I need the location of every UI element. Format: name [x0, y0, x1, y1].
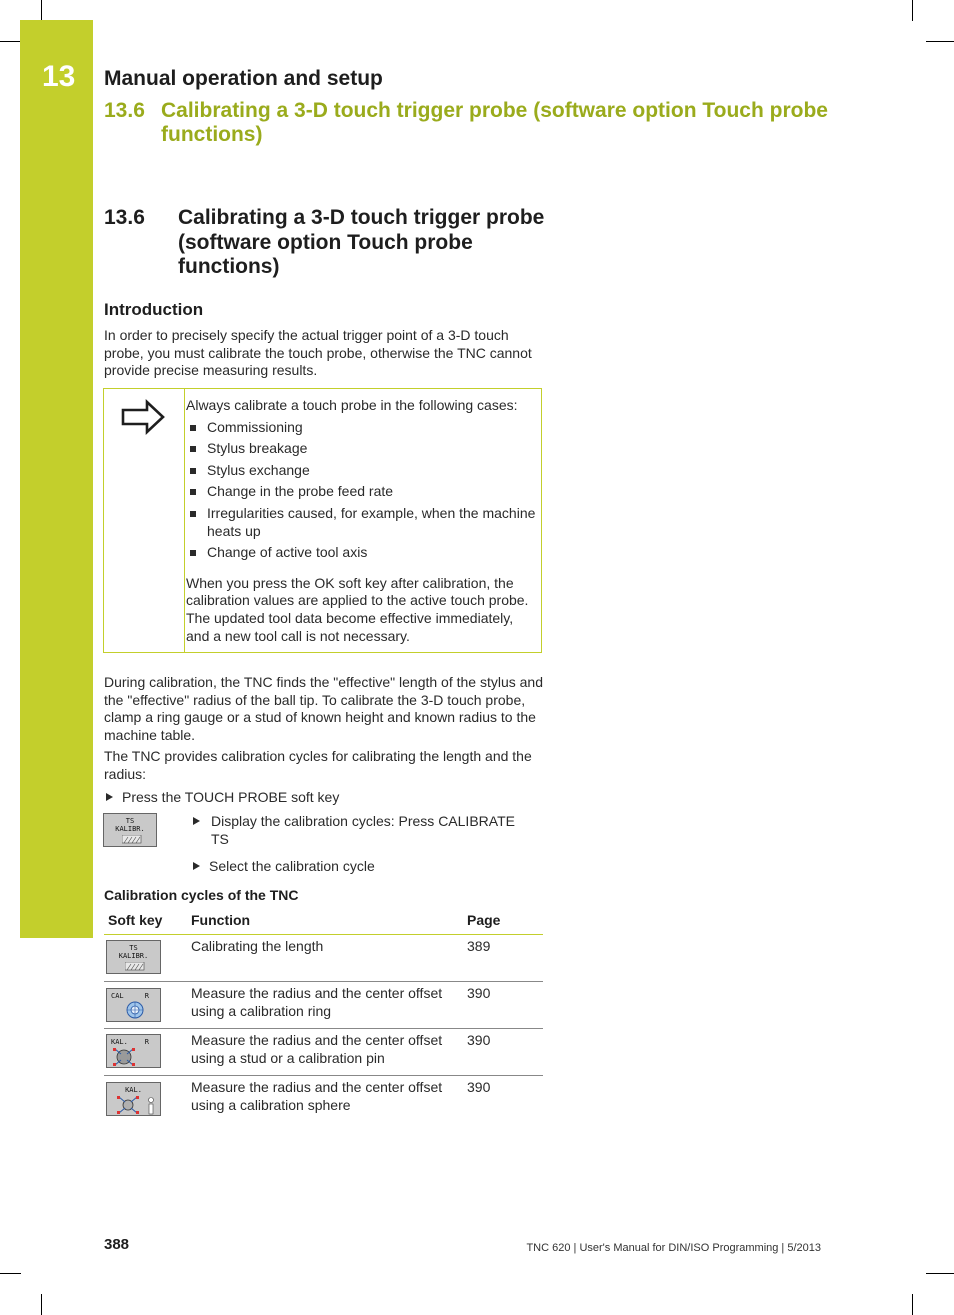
- intro-paragraph: In order to precisely specify the actual trigger point of a 3-D touch probe, you must calibrate the touch probe, otherwise the TNC cannot provide precise measuring results.: [104, 327, 532, 379]
- step-select-cycle: Select the calibration cycle: [193, 858, 375, 876]
- list-item: Commissioning: [186, 419, 538, 437]
- crop-mark: [0, 1273, 21, 1274]
- note-lead: Always calibrate a touch probe in the following cases:: [186, 397, 518, 413]
- table-cell-function: Measure the radius and the center offset using a calibration ring: [191, 985, 443, 1019]
- probe-icon: [122, 835, 142, 844]
- crop-mark: [926, 1273, 954, 1274]
- table-header-softkey: Soft key: [108, 912, 163, 928]
- note-box: [103, 388, 542, 653]
- chapter-sidebar: [20, 20, 93, 938]
- list-item: Change of active tool axis: [186, 544, 538, 562]
- running-section-title: Calibrating a 3-D touch trigger probe (software option Touch probe functions): [161, 99, 828, 146]
- page-number: 388: [104, 1236, 130, 1253]
- softkey-kal-stud[interactable]: KAL. R: [106, 1034, 161, 1068]
- table-cell-page: 390: [467, 1079, 491, 1095]
- step-arrow-icon: [193, 862, 200, 870]
- softkey-ts-kalibr[interactable]: TS KALIBR.: [103, 813, 157, 847]
- body-paragraph-2: The TNC provides calibration cycles for calibrating the length and the radius:: [104, 748, 532, 782]
- intro-heading: Introduction: [104, 300, 204, 319]
- note-list: [186, 419, 538, 562]
- table-cell-function: Calibrating the length: [191, 938, 324, 954]
- step-arrow-icon: [106, 793, 113, 801]
- table-cell-page: 390: [467, 985, 491, 1001]
- calibration-ring-icon: [125, 1000, 145, 1020]
- note-content: [186, 397, 538, 645]
- table-row-rule: [104, 981, 543, 982]
- table-caption: Calibration cycles of the TNC: [104, 887, 299, 903]
- probe-icon: [125, 962, 145, 971]
- table-header-page: Page: [467, 912, 501, 928]
- step-touch-probe: Press the TOUCH PROBE soft key: [106, 789, 339, 807]
- table-cell-function: Measure the radius and the center offset using a calibration sphere: [191, 1079, 443, 1113]
- softkey-ts-kalibr[interactable]: TS KALIBR.: [106, 940, 161, 974]
- section-number: 13.6: [104, 206, 145, 229]
- table-cell-function: Measure the radius and the center offset using a stud or a calibration pin: [191, 1032, 443, 1066]
- bullet-icon: [190, 550, 196, 556]
- calibration-sphere-icon: [115, 1095, 157, 1115]
- crop-mark: [912, 1294, 913, 1315]
- table-row-rule: [104, 1028, 543, 1029]
- table-row-rule: [104, 1075, 543, 1076]
- step-calibrate-ts: Display the calibration cycles: Press CALIBRATE TS: [193, 813, 533, 848]
- chapter-title: Manual operation and setup: [104, 67, 383, 90]
- softkey-kal-sphere[interactable]: KAL.: [106, 1082, 161, 1116]
- crop-mark: [41, 1294, 42, 1315]
- bullet-icon: [190, 425, 196, 431]
- bullet-icon: [190, 511, 196, 517]
- chapter-number: 13: [42, 60, 76, 93]
- page-footer: TNC 620 | User's Manual for DIN/ISO Programming | 5/2013: [526, 1242, 821, 1254]
- bullet-icon: [190, 489, 196, 495]
- list-item: Irregularities caused, for example, when the machine heats up: [186, 505, 538, 540]
- body-paragraph-1: During calibration, the TNC finds the "effective" length of the stylus and the "effective" radius of the ball tip. To calibrate the 3-D touch probe, clamp a ring gauge or a stud of known height and known radius to the machine table.: [104, 674, 543, 743]
- note-closing: When you press the OK soft key after calibration, the calibration values are applied to the active touch probe. The updated tool data become effective immediately, and a new tool call is not necessary.: [186, 574, 529, 644]
- bullet-icon: [190, 468, 196, 474]
- running-section-number: 13.6: [104, 99, 145, 122]
- note-divider: [184, 389, 185, 652]
- crop-mark: [912, 0, 913, 21]
- crop-mark: [926, 41, 954, 42]
- bullet-icon: [190, 446, 196, 452]
- crop-mark: [41, 0, 42, 21]
- arrow-right-icon: [120, 399, 166, 435]
- list-item: Stylus exchange: [186, 462, 538, 480]
- table-header-rule: [104, 934, 543, 935]
- step-arrow-icon: [193, 817, 200, 825]
- table-header-function: Function: [191, 912, 251, 928]
- softkey-cal-ring[interactable]: CAL R: [106, 988, 161, 1022]
- calibration-stud-icon: [112, 1047, 138, 1067]
- list-item: Stylus breakage: [186, 440, 538, 458]
- crop-mark: [0, 41, 21, 42]
- list-item: Change in the probe feed rate: [186, 483, 538, 501]
- table-cell-page: 389: [467, 938, 491, 954]
- section-title: Calibrating a 3-D touch trigger probe (software option Touch probe functions): [178, 206, 545, 278]
- table-cell-page: 390: [467, 1032, 491, 1048]
